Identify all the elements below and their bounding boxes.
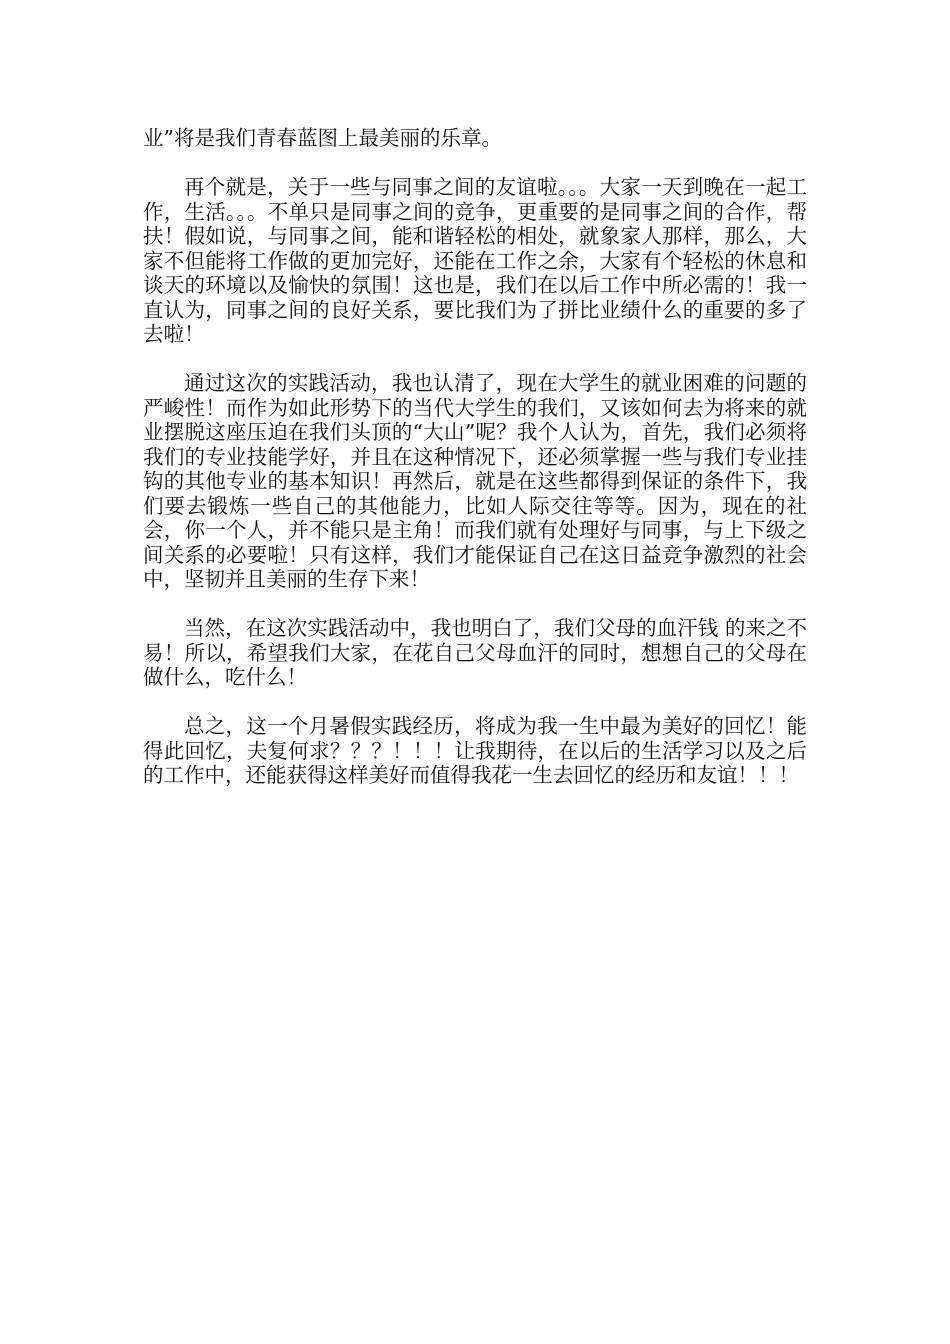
paragraph-employment-difficulty: 通过这次的实践活动，我也认清了，现在大学生的就业困难的问题的严峻性！而作为如此形势下的当代大学生的我们，又该如何去为将来的就业摆脱这座压迫在我们头顶的“大山”呢？我个人认为，首先，我们必须将我们的专业技能学好，并且在这种情况下，还必须掌握一些与我们专业挂钩的其他专业的基本知识！再然后，就是在这些都得到保证的条件下，我们要去锻炼一些自己的其他能力，比如人际交往等等。因为，现在的社会，你一个人，并不能只是主角！而我们就有处理好与同事，与上下级之间关系的必要啦！只有这样，我们才能保证自己在这日益竞争激烈的社会中，坚韧并且美丽的生存下来！ — [143, 371, 807, 591]
paragraph-continuation: 业”将是我们青春蓝图上最美丽的乐章。 — [143, 126, 502, 150]
paragraph-conclusion: 总之，这一个月暑假实践经历，将成为我一生中最为美好的回忆！能得此回忆，夫复何求？？？！！！让我期待，在以后的生活学习以及之后的工作中，还能获得这样美好而值得我花一生去回忆的经历和友谊！！！ — [143, 714, 807, 787]
paragraph-colleague-friendship: 再个就是，关于一些与同事之间的友谊啦。。。大家一天到晚在一起工作，生活。。。不单只是同事之间的竞争，更重要的是同事之间的合作，帮扶！假如说，与同事之间，能和谐轻松的相处，就象家人那样，那么，大家不但能将工作做的更加完好，还能在工作之余，大家有个轻松的休息和谈天的环境以及愉快的氛围！这也是，我们在以后工作中所必需的！我一直认为，同事之间的良好关系，要比我们为了拼比业绩什么的重要的多了去啦！ — [143, 175, 807, 346]
document-page — [143, 126, 807, 812]
paragraph-parents: 当然，在这次实践活动中，我也明白了，我们父母的血汗钱 的来之不易！所以，希望我们大家，在花自己父母血汗的同时，想想自己的父母在做什么，吃什么！ — [143, 616, 807, 689]
